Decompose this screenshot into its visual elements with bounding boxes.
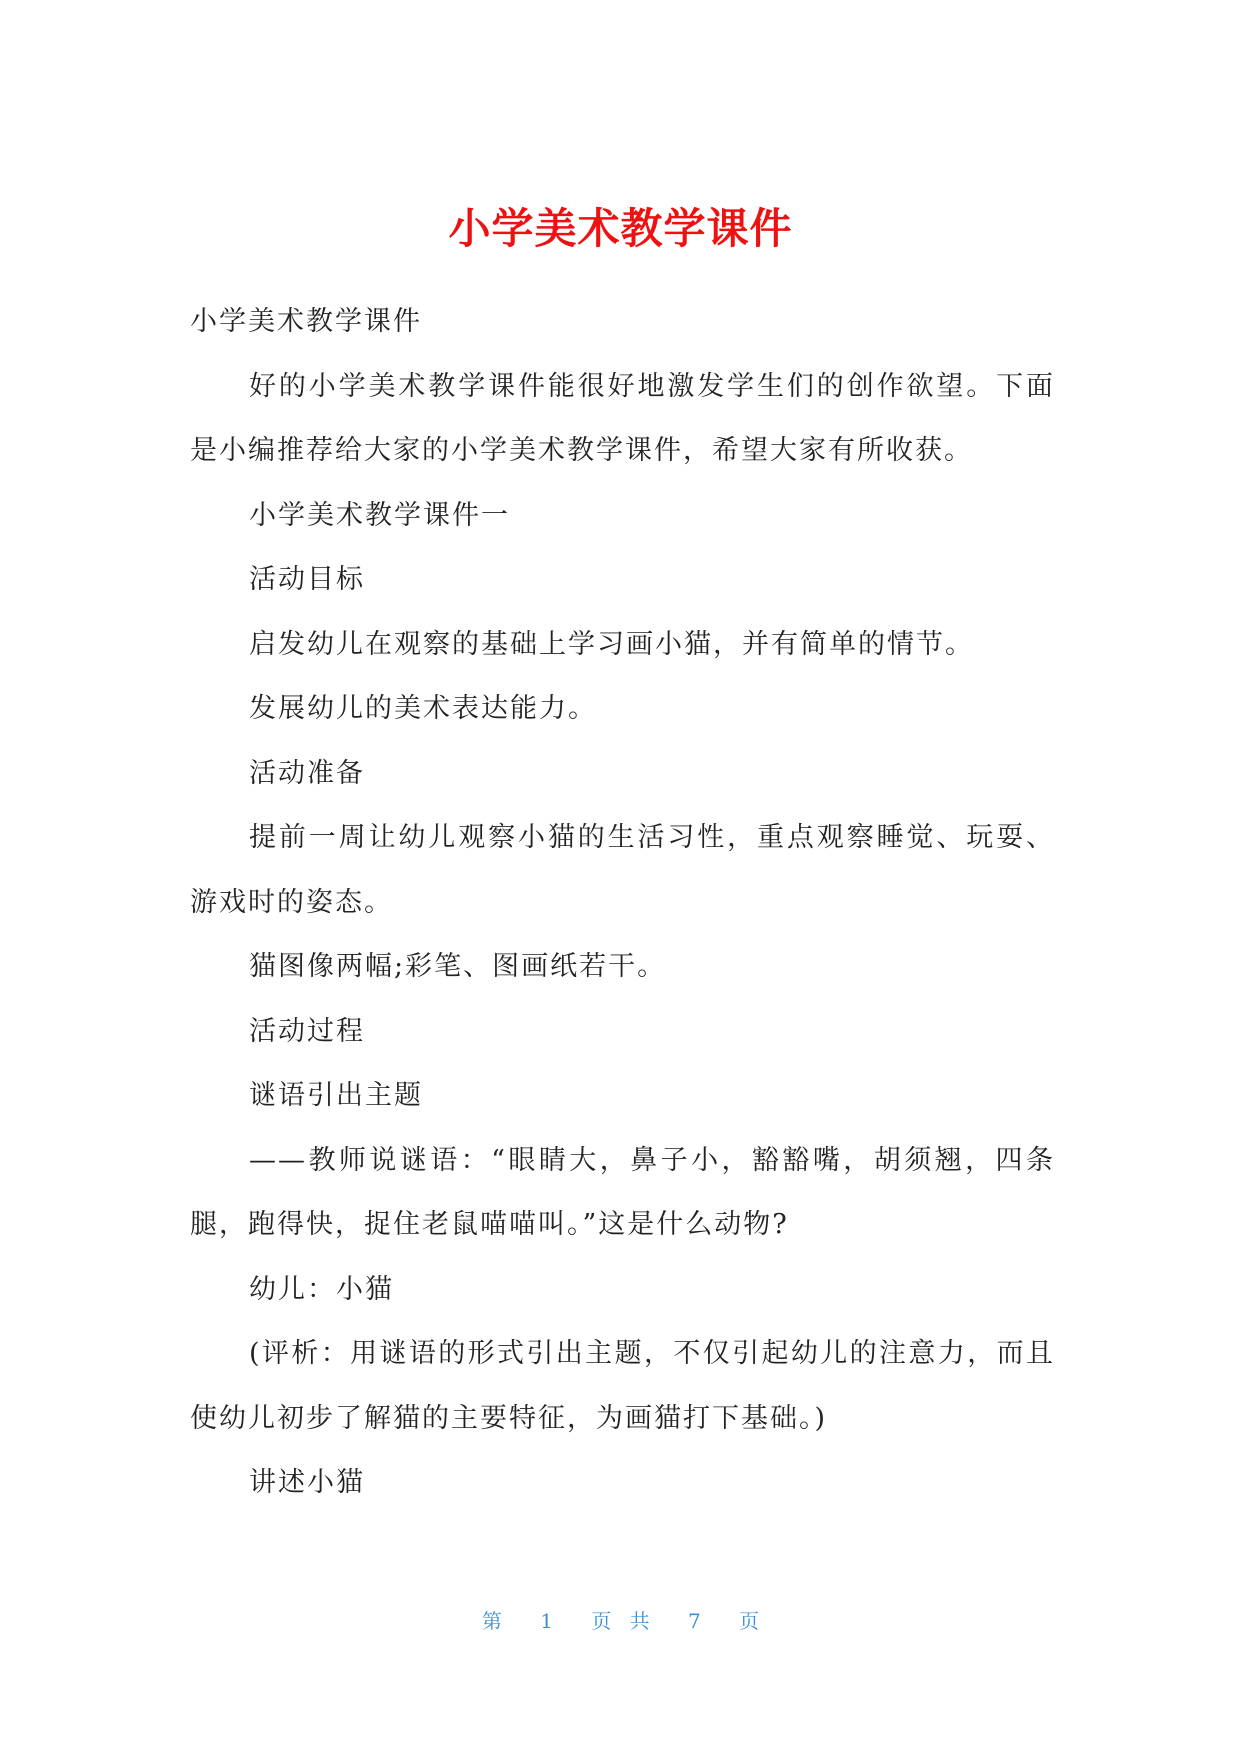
paragraph: (评析：用谜语的形式引出主题，不仅引起幼儿的注意力，而且使幼儿初步了解猫的主要特征，为画猫打下基础。) — [190, 1338, 1055, 1434]
footer-prefix: 第 — [481, 1609, 502, 1633]
paragraph: 活动过程 — [249, 1015, 365, 1047]
footer-mid: 页 共 — [591, 1609, 650, 1633]
paragraph: ——教师说谜语：“眼睛大，鼻子小，豁豁嘴，胡须翘，四条腿，跑得快，捉住老鼠喵喵叫。”这是什么动物? — [190, 1144, 1055, 1240]
paragraph: 讲述小猫 — [249, 1467, 365, 1498]
footer-suffix: 页 — [739, 1609, 760, 1633]
document-body — [190, 290, 1055, 1516]
footer-page-number: 1 — [540, 1609, 553, 1633]
paragraph: 幼儿：小猫 — [249, 1273, 394, 1305]
paragraph: 发展幼儿的美术表达能力。 — [249, 693, 597, 724]
paragraph: 提前一周让幼儿观察小猫的生活习性，重点观察睡觉、玩耍、游戏时的姿态。 — [190, 822, 1055, 918]
document-title: 小学美术教学课件 — [448, 204, 793, 253]
paragraph: 猫图像两幅;彩笔、图画纸若干。 — [249, 951, 667, 982]
page-footer — [0, 1605, 1241, 1634]
paragraph: 小学美术教学课件 — [190, 306, 422, 337]
paragraph: 活动目标 — [249, 564, 365, 595]
paragraph: 活动准备 — [249, 757, 365, 789]
footer-total-pages: 7 — [688, 1609, 701, 1633]
paragraph: 好的小学美术教学课件能很好地激发学生们的创作欲望。下面是小编推荐给大家的小学美术教学课件，希望大家有所收获。 — [190, 370, 1055, 466]
paragraph: 小学美术教学课件一 — [249, 499, 510, 531]
paragraph: 谜语引出主题 — [249, 1080, 423, 1111]
paragraph: 启发幼儿在观察的基础上学习画小猫，并有简单的情节。 — [249, 628, 974, 660]
